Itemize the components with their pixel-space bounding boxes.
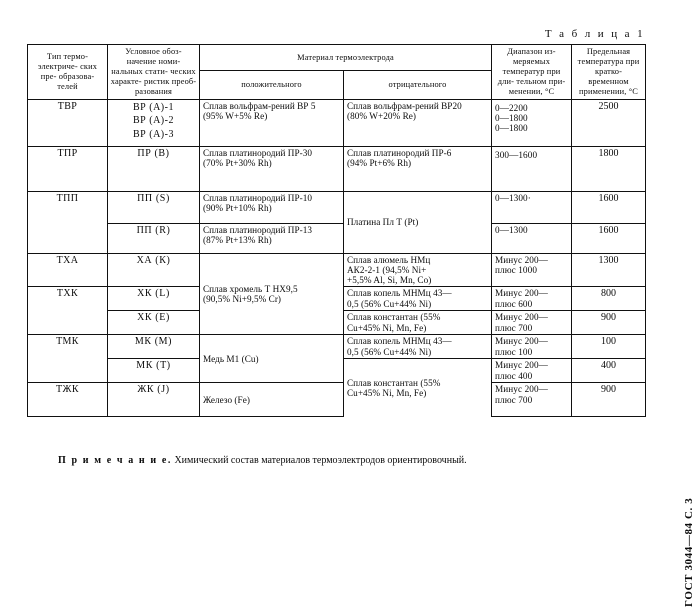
header-row-1 xyxy=(28,45,646,71)
header-range: Диапазон из- меряемых температур при дли- тельном при- менении, °С xyxy=(492,45,572,100)
cell-positive-shared: Медь М1 (Cu) xyxy=(200,335,344,383)
cell-negative xyxy=(344,253,492,287)
cell-limit: 900 xyxy=(572,311,646,335)
table-row xyxy=(28,191,646,223)
cell-limit: 400 xyxy=(572,359,646,383)
header-designation: Условное обоз- начение номи- нальных стати- ческих характе- ристик преоб- разования xyxy=(108,45,200,100)
negative-line-2: Cu+45% Ni, Mn, Fe) xyxy=(347,322,427,333)
cell-type: ТМК xyxy=(28,335,108,383)
cell-limit: 100 xyxy=(572,335,646,359)
negative-line-2: 0,5 (56% Cu+44% Ni) xyxy=(347,298,432,309)
standard-side-stamp: ГОСТ 3044—84 С. 3 xyxy=(683,497,695,607)
cell-negative xyxy=(344,311,492,335)
table-note xyxy=(58,455,467,466)
cell-type: ТПП xyxy=(28,191,108,253)
table-row xyxy=(28,383,646,417)
positive-line-2: (90% Pt+10% Rh) xyxy=(203,202,272,213)
negative-line-3: +5,5% Al, Si, Mn, Co) xyxy=(347,275,432,286)
cell-negative-shared: Платина Пл Т (Pt) xyxy=(344,191,492,253)
note-text: Химический состав материалов термоэлектродов ориентировочный. xyxy=(174,455,467,466)
cell-designation: ХК (L) xyxy=(108,287,200,311)
cell-designation: ПП (S) xyxy=(108,191,200,223)
cell-limit: 900 xyxy=(572,383,646,417)
negative-line-2: (80% W+20% Re) xyxy=(347,110,416,121)
cell-designation: ХА (К) xyxy=(108,253,200,287)
negative-line-1: Сплав константан (55% xyxy=(347,312,441,323)
negative-line-2: Cu+45% Ni, Mn, Fe) xyxy=(347,388,427,399)
cell-designation: ХК (Е) xyxy=(108,311,200,335)
cell-range: Минус 200— плюс 600 xyxy=(492,287,572,311)
cell-limit: 1600 xyxy=(572,191,646,223)
cell-limit: 800 xyxy=(572,287,646,311)
cell-limit: 1800 xyxy=(572,146,646,191)
cell-negative xyxy=(344,335,492,359)
table-caption: Т а б л и ц а 1 xyxy=(544,28,645,40)
negative-line-1: Сплав копель МНМц 43— xyxy=(347,288,452,299)
cell-designation: МК (Т) xyxy=(108,359,200,383)
cell-limit: 1300 xyxy=(572,253,646,287)
cell-range: 0—2200 0—1800 0—1800 xyxy=(492,99,572,146)
cell-positive: Железо (Fe) xyxy=(200,383,344,417)
negative-line-1: Сплав вольфрам-рений ВР20 xyxy=(347,100,462,111)
header-material-negative: отрицательного xyxy=(344,71,492,99)
table-row xyxy=(28,335,646,359)
negative-line-1: Сплав константан (55% xyxy=(347,377,441,388)
cell-positive xyxy=(200,99,344,146)
table-row xyxy=(28,99,646,146)
header-material-group: Материал термоэлектрода xyxy=(200,45,492,71)
cell-positive xyxy=(200,223,344,253)
cell-type: ТЖК xyxy=(28,383,108,417)
thermocouple-table xyxy=(27,44,646,417)
negative-line-2: 0,5 (56% Cu+44% Ni) xyxy=(347,346,432,357)
table-row xyxy=(28,253,646,287)
cell-range: Минус 200— плюс 700 xyxy=(492,311,572,335)
positive-line-1: Сплав платинородий ПР-10 xyxy=(203,192,313,203)
header-type: Тип термо- электриче- ских пре- образова- телей xyxy=(28,45,108,100)
cell-range: Минус 200— плюс 700 xyxy=(492,383,572,417)
positive-line-2: (90,5% Ni+9,5% Cr) xyxy=(203,293,282,304)
negative-line-1: Сплав алюмель НМц xyxy=(347,254,431,265)
header-limit: Предельная температура при кратко- временном применении, °С xyxy=(572,45,646,100)
cell-designation: ВР (А)-1 ВР (А)-2 ВР (А)-3 xyxy=(108,99,200,146)
note-label: П р и м е ч а н и е. xyxy=(58,455,172,466)
cell-range: 0—1300· xyxy=(492,191,572,223)
positive-line-2: (70% Pt+30% Rh) xyxy=(203,157,272,168)
cell-limit: 2500 xyxy=(572,99,646,146)
cell-range: Минус 200— плюс 1000 xyxy=(492,253,572,287)
cell-negative xyxy=(344,146,492,191)
positive-line-1: Сплав хромель Т НХ9,5 xyxy=(203,283,298,294)
cell-negative xyxy=(344,359,492,417)
negative-line-1: Сплав платинородий ПР-6 xyxy=(347,147,452,158)
table-row xyxy=(28,146,646,191)
cell-type: ТХА xyxy=(28,253,108,287)
cell-limit: 1600 xyxy=(572,223,646,253)
negative-line-2: (94% Pt+6% Rh) xyxy=(347,157,412,168)
cell-range: Минус 200— плюс 100 xyxy=(492,335,572,359)
cell-range: Минус 200— плюс 400 xyxy=(492,359,572,383)
cell-range: 300—1600 xyxy=(492,146,572,191)
cell-type: ТВР xyxy=(28,99,108,146)
cell-type: ТПР xyxy=(28,146,108,191)
cell-positive-shared xyxy=(200,253,344,335)
cell-designation: ПП (R) xyxy=(108,223,200,253)
positive-line-2: (87% Pt+13% Rh) xyxy=(203,234,272,245)
positive-line-1: Сплав платинородий ПР-30 xyxy=(203,147,313,158)
cell-type: ТХК xyxy=(28,287,108,335)
cell-positive xyxy=(200,191,344,223)
header-material-positive: положительного xyxy=(200,71,344,99)
cell-designation: ЖК (J) xyxy=(108,383,200,417)
positive-line-1: Сплав платинородий ПР-13 xyxy=(203,224,313,235)
positive-line-1: Сплав вольфрам-рений ВР 5 xyxy=(203,100,316,111)
negative-line-2: АК2-2-1 (94,5% Ni+ xyxy=(347,264,427,275)
table-header xyxy=(28,45,646,100)
cell-negative xyxy=(344,99,492,146)
cell-negative xyxy=(344,287,492,311)
negative-line-1: Сплав копель МНМц 43— xyxy=(347,336,452,347)
positive-line-2: (95% W+5% Re) xyxy=(203,110,268,121)
cell-designation: ПР (В) xyxy=(108,146,200,191)
cell-range: 0—1300 xyxy=(492,223,572,253)
table-body xyxy=(28,99,646,417)
table-row xyxy=(28,223,646,253)
cell-designation: МК (М) xyxy=(108,335,200,359)
cell-positive xyxy=(200,146,344,191)
